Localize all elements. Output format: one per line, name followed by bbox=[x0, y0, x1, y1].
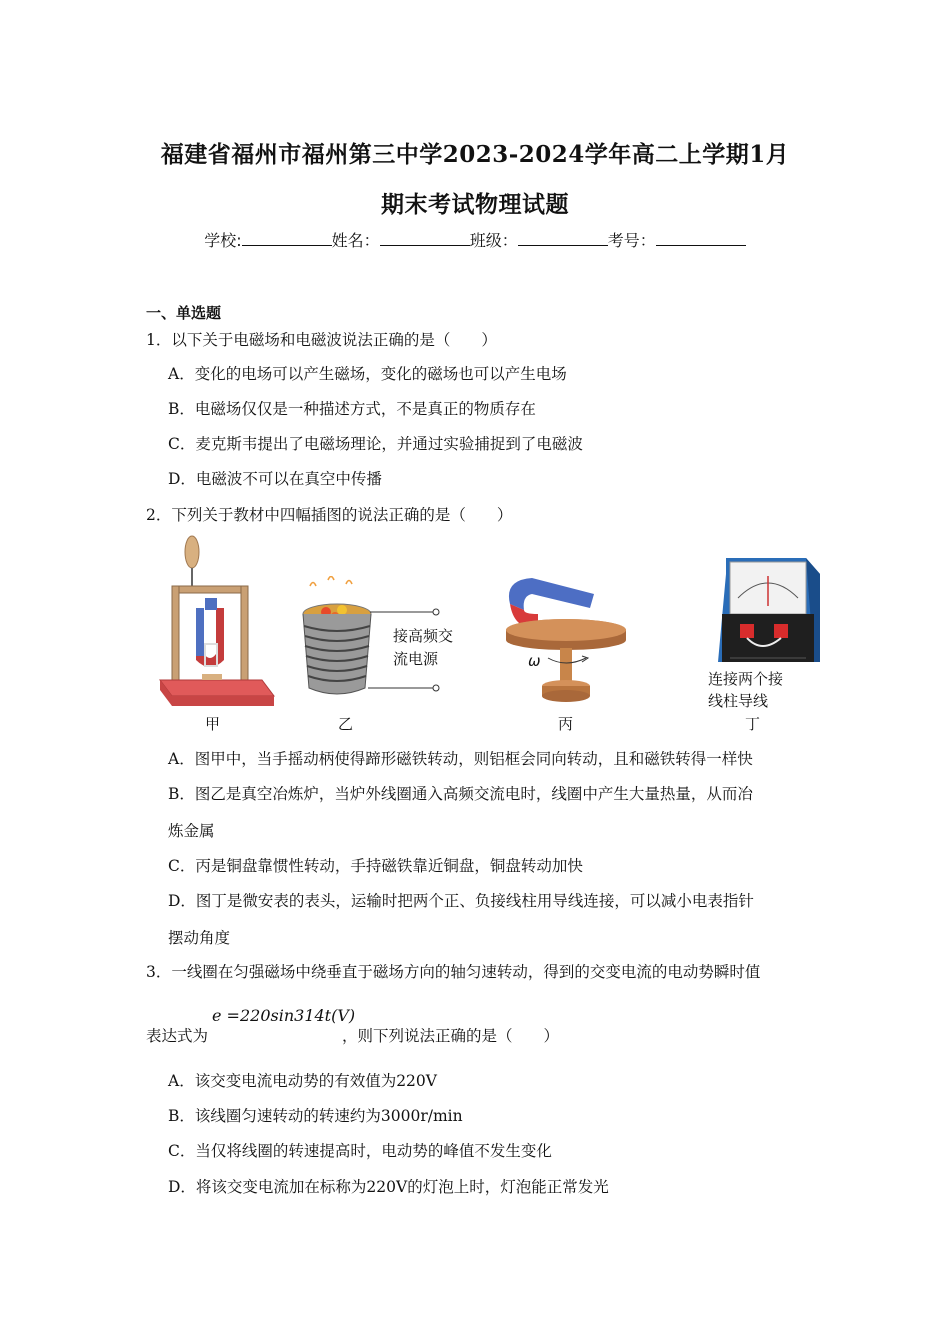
document-title-line1: 福建省福州市福州第三中学2023-2024学年高二上学期1月 bbox=[160, 141, 790, 168]
q3-stem-line1: 3．一线圈在匀强磁场中绕垂直于磁场方向的轴匀速转动，得到的交变电流的电动势瞬时值 bbox=[146, 963, 761, 981]
q2-option-c: C．丙是铜盘靠惯性转动，手持磁铁靠近铜盘，铜盘转动加快 bbox=[168, 857, 583, 875]
q2-option-b: B．图乙是真空冶炼炉，当炉外线圈通入高频交流电时，线圈中产生大量热量，从而冶 bbox=[168, 785, 753, 803]
q3-stem-suffix: ，则下列说法正确的是（ ） bbox=[342, 1027, 560, 1045]
student-info-line bbox=[0, 228, 950, 251]
q3-option-d: D．将该交变电流加在标称为220V的灯泡上时，灯泡能正常发光 bbox=[168, 1178, 609, 1196]
q3-option-c: C．当仅将线圈的转速提高时，电动势的峰值不发生变化 bbox=[168, 1142, 552, 1160]
figure-bing-omega: ω bbox=[528, 652, 541, 670]
figure-ding-label-line2: 线柱导线 bbox=[708, 692, 769, 710]
exam-no-blank[interactable] bbox=[656, 231, 746, 246]
figure-caption-yi: 乙 bbox=[338, 715, 354, 733]
figure-yi-label-line2: 流电源 bbox=[393, 650, 439, 668]
name-label: 姓名： bbox=[331, 231, 380, 250]
q3-option-b: B．该线圈匀速转动的转速约为3000r/min bbox=[168, 1107, 463, 1125]
q1-option-c: C．麦克斯韦提出了电磁场理论，并通过实验捕捉到了电磁波 bbox=[168, 435, 583, 453]
document-title-line2: 期末考试物理试题 bbox=[381, 191, 569, 218]
name-blank[interactable] bbox=[380, 231, 470, 246]
q2-option-d-cont: 摆动角度 bbox=[168, 929, 231, 947]
figure-jia bbox=[150, 534, 280, 714]
section-heading: 一、单选题 bbox=[146, 304, 222, 322]
q3-formula: e =220sin314t(V) bbox=[212, 1006, 356, 1025]
q2-option-d: D．图丁是微安表的表头，运输时把两个正、负接线柱用导线连接，可以减小电表指针 bbox=[168, 892, 754, 910]
q3-option-a: A．该交变电流电动势的有效值为220V bbox=[168, 1072, 437, 1090]
q3-stem-prefix: 表达式为 bbox=[146, 1027, 209, 1045]
q1-option-b: B．电磁场仅仅是一种描述方式，不是真正的物质存在 bbox=[168, 400, 536, 418]
q1-option-d: D．电磁波不可以在真空中传播 bbox=[168, 470, 382, 488]
q2-option-a: A．图甲中，当手摇动柄使得蹄形磁铁转动，则铝框会同向转动，且和磁铁转得一样快 bbox=[168, 750, 753, 768]
figure-ding bbox=[710, 554, 830, 672]
q2-stem: 2．下列关于教材中四幅插图的说法正确的是（ ） bbox=[146, 506, 513, 524]
figure-caption-ding: 丁 bbox=[745, 715, 761, 733]
class-blank[interactable] bbox=[518, 231, 608, 246]
school-blank[interactable] bbox=[242, 231, 332, 246]
figure-yi-label-line1: 接高频交 bbox=[393, 627, 454, 645]
figure-ding-label-line1: 连接两个接 bbox=[708, 670, 784, 688]
class-label: 班级： bbox=[469, 231, 518, 250]
exam-no-label: 考号： bbox=[607, 231, 656, 250]
q2-option-b-cont: 炼金属 bbox=[168, 822, 215, 840]
school-label: 学校: bbox=[204, 231, 242, 250]
figure-caption-jia: 甲 bbox=[205, 715, 221, 733]
figure-bing bbox=[498, 574, 638, 708]
q1-option-a: A．变化的电场可以产生磁场，变化的磁场也可以产生电场 bbox=[168, 365, 567, 383]
figure-caption-bing: 丙 bbox=[558, 715, 574, 733]
q1-stem: 1．以下关于电磁场和电磁波说法正确的是（ ） bbox=[146, 331, 497, 349]
